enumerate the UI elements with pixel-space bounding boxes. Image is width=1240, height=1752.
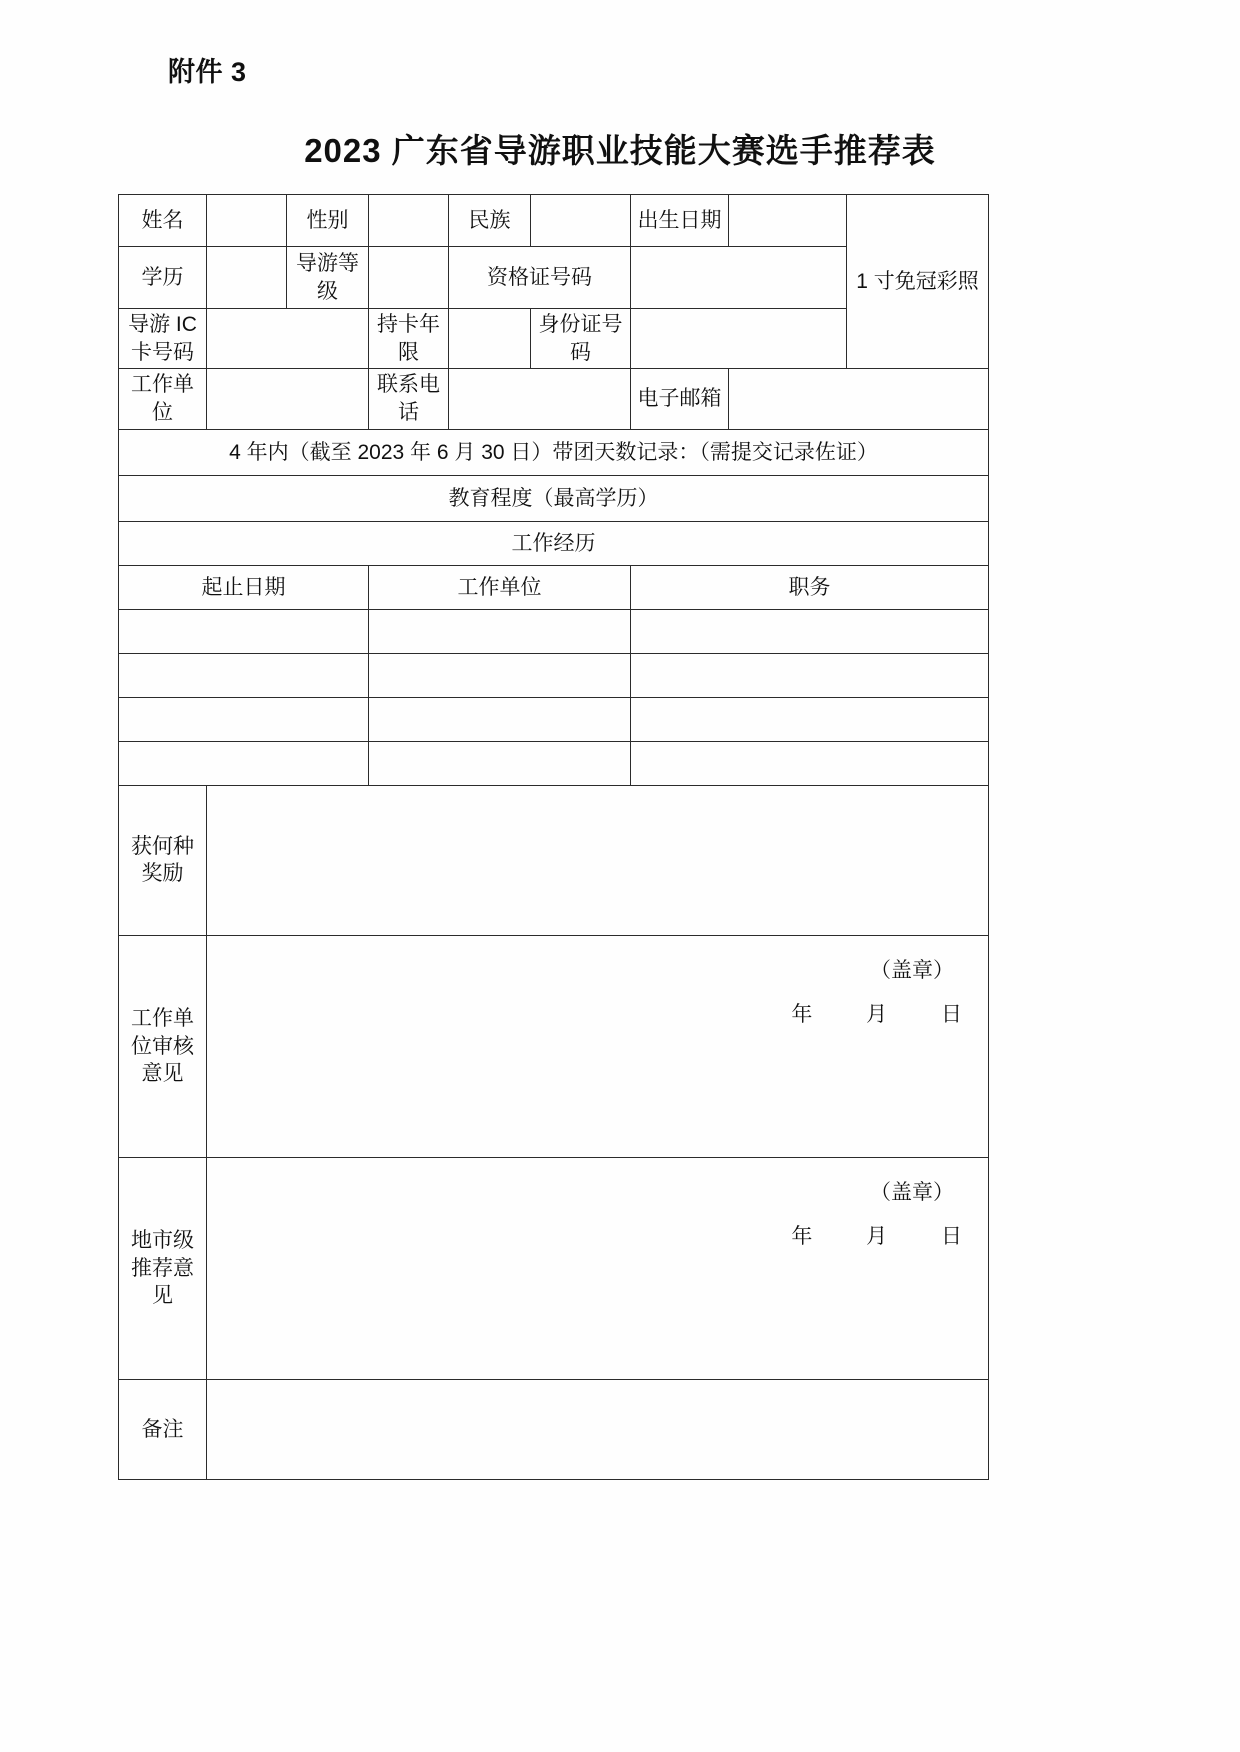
work-experience-section-title: 工作经历	[119, 521, 989, 565]
form-row-education-level	[119, 475, 989, 521]
birthdate-field[interactable]	[729, 195, 847, 247]
work-experience-row	[119, 653, 989, 697]
work-experience-cell-dates[interactable]	[119, 697, 369, 741]
id-number-label: 身份证号码	[531, 309, 631, 369]
form-row-work-experience-title	[119, 521, 989, 565]
page-title: 2023 广东省导游职业技能大赛选手推荐表	[304, 132, 936, 169]
guide-level-label: 导游等级	[287, 247, 369, 309]
education-level-note: 教育程度（最高学历）	[119, 475, 989, 521]
card-years-field[interactable]	[449, 309, 531, 369]
unit-review-day-label: 日	[941, 1002, 964, 1026]
remarks-row	[119, 1379, 989, 1479]
phone-field[interactable]	[449, 369, 631, 429]
city-recommendation-label: 地市级推荐意见	[119, 1157, 207, 1379]
work-experience-cell-dates[interactable]	[119, 741, 369, 785]
work-experience-row	[119, 609, 989, 653]
ic-card-number-label: 导游 IC 卡号码	[119, 309, 207, 369]
city-recommendation-date-line	[791, 1223, 964, 1251]
name-label: 姓名	[119, 195, 207, 247]
city-recommendation-seal-text: （盖章）	[870, 1180, 954, 1204]
work-experience-cell-unit[interactable]	[369, 741, 631, 785]
work-experience-cell-unit[interactable]	[369, 609, 631, 653]
city-recommendation-day-label: 日	[941, 1224, 964, 1248]
awards-field[interactable]	[207, 785, 989, 935]
unit-review-label: 工作单位审核意见	[119, 935, 207, 1157]
name-field[interactable]	[207, 195, 287, 247]
unit-review-month-label: 月	[866, 1002, 890, 1026]
awards-label: 获何种奖励	[119, 785, 207, 935]
email-label: 电子邮箱	[631, 369, 729, 429]
work-experience-col-position: 职务	[631, 565, 989, 609]
phone-label: 联系电话	[369, 369, 449, 429]
email-field[interactable]	[729, 369, 989, 429]
certificate-number-label: 资格证号码	[449, 247, 631, 309]
photo-placeholder-cell: 1 寸免冠彩照	[847, 195, 989, 369]
work-experience-col-dates: 起止日期	[119, 565, 369, 609]
city-recommendation-year-label: 年	[791, 1224, 815, 1248]
ic-card-number-field[interactable]	[207, 309, 369, 369]
education-label: 学历	[119, 247, 207, 309]
work-unit-label: 工作单位	[119, 369, 207, 429]
work-unit-field[interactable]	[207, 369, 369, 429]
work-experience-cell-position[interactable]	[631, 697, 989, 741]
unit-review-seal-text: （盖章）	[870, 958, 954, 982]
guide-level-field[interactable]	[369, 247, 449, 309]
id-number-field[interactable]	[631, 309, 847, 369]
unit-review-year-label: 年	[791, 1002, 815, 1026]
city-recommendation-month-label: 月	[866, 1224, 890, 1248]
card-years-label: 持卡年限	[369, 309, 449, 369]
work-experience-cell-position[interactable]	[631, 609, 989, 653]
education-field[interactable]	[207, 247, 287, 309]
work-experience-header-row	[119, 565, 989, 609]
form-row-basic-1	[119, 195, 989, 247]
work-experience-cell-dates[interactable]	[119, 609, 369, 653]
remarks-label: 备注	[119, 1379, 207, 1479]
form-row-tour-days	[119, 429, 989, 475]
work-experience-row	[119, 697, 989, 741]
gender-field[interactable]	[369, 195, 449, 247]
city-recommendation-field[interactable]	[207, 1157, 989, 1379]
unit-review-field[interactable]	[207, 935, 989, 1157]
awards-row	[119, 785, 989, 935]
birthdate-label: 出生日期	[631, 195, 729, 247]
tour-days-note: 4 年内（截至 2023 年 6 月 30 日）带团天数记录：（需提交记录佐证）	[119, 429, 989, 475]
work-experience-cell-dates[interactable]	[119, 653, 369, 697]
work-experience-col-unit: 工作单位	[369, 565, 631, 609]
remarks-field[interactable]	[207, 1379, 989, 1479]
city-recommendation-row	[119, 1157, 989, 1379]
unit-review-row	[119, 935, 989, 1157]
certificate-number-field[interactable]	[631, 247, 847, 309]
ethnicity-field[interactable]	[531, 195, 631, 247]
work-experience-cell-unit[interactable]	[369, 697, 631, 741]
recommendation-form-table	[118, 194, 989, 1480]
work-experience-cell-unit[interactable]	[369, 653, 631, 697]
work-experience-cell-position[interactable]	[631, 741, 989, 785]
work-experience-row	[119, 741, 989, 785]
gender-label: 性别	[287, 195, 369, 247]
form-row-basic-4	[119, 369, 989, 429]
unit-review-date-line	[791, 1001, 964, 1029]
attachment-label: 附件 3	[168, 57, 247, 87]
ethnicity-label: 民族	[449, 195, 531, 247]
work-experience-cell-position[interactable]	[631, 653, 989, 697]
